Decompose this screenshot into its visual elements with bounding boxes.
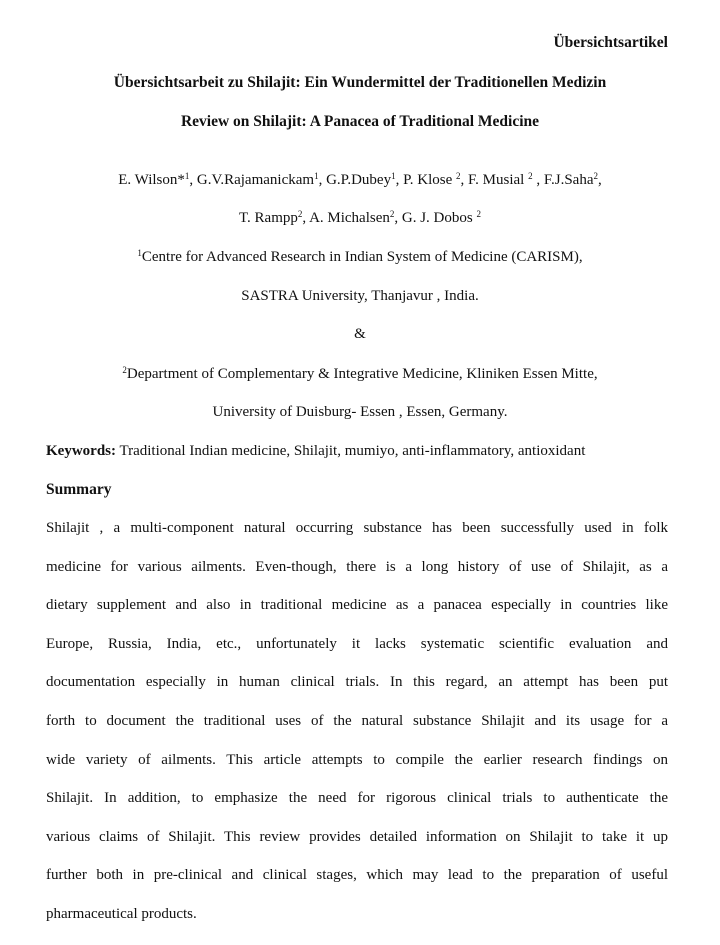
- affiliation-marker: 1: [137, 248, 142, 258]
- summary-line: forth to document the traditional uses of the natural substance Shilajit and its usage for a: [46, 712, 668, 729]
- affiliation-marker: 2: [297, 209, 303, 219]
- affiliation-marker: 2: [593, 171, 598, 181]
- author-separator: ,: [597, 172, 602, 188]
- summary-line: dietary supplement and also in traditional medicine as a panacea especially in countries like: [46, 597, 668, 614]
- affiliation-marker: 1: [184, 171, 190, 181]
- summary-line: various claims of Shilajit. This review provides detailed information on Shilajit to take it up: [46, 828, 668, 845]
- author-name: , P. Klose: [395, 172, 457, 188]
- author-name: , G.P.Dubey: [318, 172, 392, 188]
- summary-line: medicine for various ailments. Even-though, there is a long history of use of Shilajit, as a: [46, 558, 668, 575]
- author-name: , F. Musial: [460, 172, 529, 188]
- title-german: Übersichtsarbeit zu Shilajit: Ein Wundermittel der Traditionellen Medizin: [113, 74, 607, 91]
- summary-line: Shilajit , a multi-component natural occurring substance has been successfully used in folk: [46, 520, 668, 536]
- author-name: , G. J. Dobos: [394, 210, 477, 226]
- author-name: T. Rampp: [239, 210, 298, 226]
- summary-heading: Summary: [46, 481, 112, 498]
- author-name: , F.J.Saha: [532, 172, 594, 188]
- affiliation-1-line-2: SASTRA University, Thanjavur , India.: [241, 288, 479, 304]
- summary-line: pharmaceutical products.: [46, 905, 197, 922]
- affiliation-marker: 2: [389, 209, 395, 219]
- summary-line: Shilajit. In addition, to emphasize the need for rigorous clinical trials to authenticate the: [46, 790, 668, 807]
- affiliation-separator: &: [354, 326, 366, 342]
- affiliation-text: Department of Complementary & Integrative Medicine, Kliniken Essen Mitte,: [126, 366, 598, 382]
- affiliation-marker: 2: [122, 365, 127, 375]
- author-list-line-1: [0, 170, 720, 190]
- affiliation-marker: 1: [391, 171, 396, 181]
- keywords-text: Traditional Indian medicine, Shilajit, mumiyo, anti-inflammatory, antioxidant: [116, 443, 586, 459]
- affiliation-text: Centre for Advanced Research in Indian System of Medicine (CARISM),: [141, 249, 583, 265]
- summary-line: Europe, Russia, India, etc., unfortunately it lacks systematic scientific evaluation and: [46, 635, 668, 652]
- summary-line: further both in pre-clinical and clinical stages, which may lead to the preparation of useful: [46, 867, 668, 884]
- summary-line: documentation especially in human clinical trials. In this regard, an attempt has been put: [46, 674, 668, 691]
- affiliation-2-line-1: [0, 364, 720, 384]
- author-name: , A. Michalsen: [302, 210, 390, 226]
- title-english: Review on Shilajit: A Panacea of Traditional Medicine: [180, 113, 540, 130]
- summary-line: wide variety of ailments. This article attempts to compile the earlier research findings on: [46, 751, 668, 768]
- affiliation-marker: 2: [528, 171, 533, 181]
- author-list-line-2: [0, 208, 720, 228]
- affiliation-marker: 1: [314, 171, 319, 181]
- keywords-line: [46, 441, 686, 461]
- affiliation-marker: 2: [476, 209, 481, 219]
- author-name: E. Wilson*: [118, 172, 185, 188]
- affiliation-2-line-2: University of Duisburg- Essen , Essen, Germany.: [212, 404, 508, 420]
- author-name: , G.V.Rajamanickam: [189, 172, 315, 188]
- summary-paragraph: [46, 518, 668, 943]
- affiliation-1-line-1: [0, 247, 720, 267]
- article-type-label: Übersichtsartikel: [553, 34, 668, 51]
- affiliation-marker: 2: [456, 171, 461, 181]
- keywords-label: Keywords:: [46, 443, 116, 459]
